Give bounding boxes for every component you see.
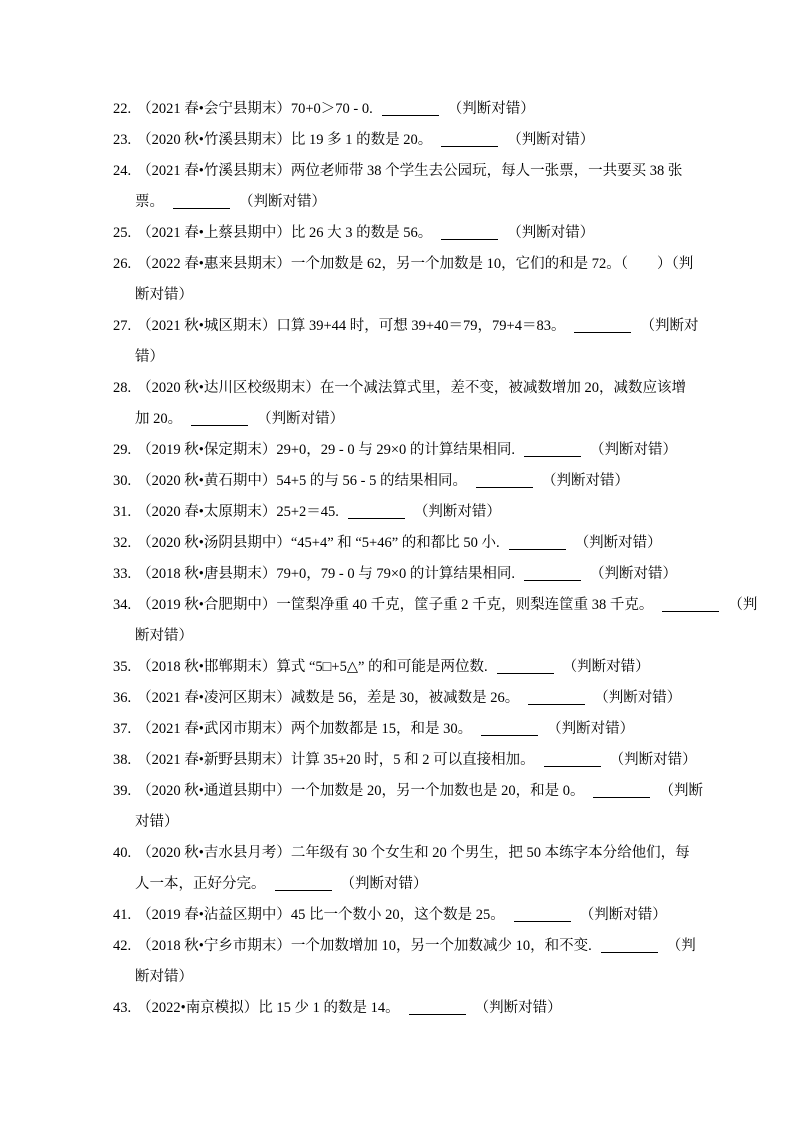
question-text: （2021 春•凌河区期末）减数是 56，差是 30，被减数是 26。 (137, 690, 520, 706)
question-text: （2020 秋•吉水县月考）二年级有 30 个女生和 20 个男生，把 50 本练字本分给他们，每 (137, 845, 690, 861)
question-line (113, 590, 758, 621)
question-text: （判 (728, 597, 758, 613)
question-number: 25. (113, 225, 132, 241)
question-text: （判断对错） (507, 225, 595, 241)
question-number: 34. (113, 597, 132, 613)
question-text: （2022 春•惠来县期末）一个加数是 62，另一个加数是 10，它们的和是 72。（ ）（判 (137, 256, 694, 272)
question-number: 32. (113, 535, 132, 551)
question-text: （2020 秋•竹溪县期末）比 19 多 1 的数是 20。 (137, 132, 433, 148)
question-text: （判断对错） (609, 752, 697, 768)
question-text: （2018 秋•唐县期末）79+0，79 - 0 与 79×0 的计算结果相同. (137, 566, 516, 582)
answer-blank (601, 948, 658, 953)
question-number: 23. (113, 132, 132, 148)
question-text: （2019 春•沾益区期中）45 比一个数小 20，这个数是 25。 (137, 907, 505, 923)
question-number: 37. (113, 721, 132, 737)
question-continuation-line (113, 280, 713, 311)
question-number: 42. (113, 938, 132, 954)
question-text: （判断 (659, 783, 703, 799)
question-line (113, 94, 713, 125)
answer-blank (528, 700, 585, 705)
question-line (113, 528, 713, 559)
question-line (113, 993, 713, 1024)
question-text: （判断对错） (594, 690, 682, 706)
question-number: 36. (113, 690, 132, 706)
question-continuation-line (113, 404, 713, 435)
question-line (113, 466, 713, 497)
answer-blank (574, 328, 631, 333)
question-text: （2021 春•武冈市期末）两个加数都是 15，和是 30。 (137, 721, 473, 737)
question-text: （判断对错） (547, 721, 635, 737)
answer-blank (382, 111, 439, 116)
answer-blank (593, 793, 650, 798)
question-text: （2020 秋•达川区校级期末）在一个减法算式里，差不变，被减数增加 20，减数应该增 (137, 380, 686, 396)
question-text: （判断对错） (447, 101, 535, 117)
answer-blank (481, 731, 538, 736)
question-line (113, 776, 713, 807)
answer-blank (441, 142, 498, 147)
answer-blank (524, 452, 581, 457)
question-number: 43. (113, 1000, 132, 1016)
question-line (113, 156, 713, 187)
question-line (113, 652, 713, 683)
question-line (113, 125, 713, 156)
question-text: （判 (666, 938, 696, 954)
question-line (113, 373, 713, 404)
question-text: 票。 (135, 194, 164, 210)
answer-blank (191, 421, 248, 426)
question-line (113, 311, 713, 342)
question-text: （2021 春•竹溪县期末）两位老师带 38 个学生去公园玩，每人一张票，一共要买 38 张 (137, 163, 683, 179)
question-text: （判断对错） (579, 907, 667, 923)
question-line (113, 714, 713, 745)
question-text: （2018 秋•邯郸期末）算式 “5□+5△” 的和可能是两位数. (137, 659, 488, 675)
question-continuation-line (113, 187, 713, 218)
question-text: 加 20。 (135, 411, 183, 427)
question-text: （2021 秋•城区期末）口算 39+44 时，可想 39+40＝79，79+4＝83。 (137, 318, 566, 334)
question-number: 38. (113, 752, 132, 768)
question-continuation-line (113, 807, 713, 838)
answer-blank (524, 576, 581, 581)
question-text: （2019 秋•保定期末）29+0，29 - 0 与 29×0 的计算结果相同. (137, 442, 516, 458)
question-text: 人一本，正好分完。 (135, 876, 266, 892)
question-text: （判断对错） (574, 535, 662, 551)
question-number: 29. (113, 442, 132, 458)
question-line (113, 745, 713, 776)
question-number: 30. (113, 473, 132, 489)
question-text: 断对错） (135, 969, 193, 985)
question-text: （2021 春•会宁县期末）70+0＞70 - 0. (137, 101, 373, 117)
question-line (113, 497, 713, 528)
question-text: （2018 秋•宁乡市期末）一个加数增加 10，另一个加数减少 10，和不变. (137, 938, 592, 954)
question-text: （判断对错） (541, 473, 629, 489)
question-text: （判断对错） (239, 194, 326, 210)
question-number: 28. (113, 380, 132, 396)
question-text: （判断对错） (413, 504, 501, 520)
question-line (113, 683, 713, 714)
question-line (113, 249, 713, 280)
question-text: （2022•南京模拟）比 15 少 1 的数是 14。 (137, 1000, 400, 1016)
question-line (113, 931, 713, 962)
question-number: 40. (113, 845, 132, 861)
question-text: （判断对 (640, 318, 699, 334)
answer-blank (497, 669, 554, 674)
question-text: （2021 春•上蔡县期中）比 26 大 3 的数是 56。 (137, 225, 433, 241)
question-text: （2020 秋•通道县期中）一个加数是 20，另一个加数也是 20，和是 0。 (137, 783, 585, 799)
question-text: （2021 春•新野县期末）计算 35+20 时，5 和 2 可以直接相加。 (137, 752, 535, 768)
answer-blank (275, 886, 332, 891)
question-number: 31. (113, 504, 132, 520)
answer-blank (441, 235, 498, 240)
question-text: （判断对错） (474, 1000, 562, 1016)
question-text: （2019 秋•合肥期中）一筐梨净重 40 千克，筐子重 2 千克，则梨连筐重 38 千克。 (137, 597, 654, 613)
question-continuation-line (113, 869, 713, 900)
question-number: 22. (113, 101, 132, 117)
question-text: 断对错） (135, 287, 193, 303)
question-text: 断对错） (135, 628, 193, 644)
answer-blank (544, 762, 601, 767)
answer-blank (514, 917, 571, 922)
question-line (113, 559, 713, 590)
answer-blank (509, 545, 566, 550)
question-list (113, 94, 758, 1024)
answer-blank (662, 607, 719, 612)
question-number: 27. (113, 318, 132, 334)
question-continuation-line (113, 962, 713, 993)
answer-blank (173, 204, 230, 209)
question-number: 24. (113, 163, 132, 179)
question-text: （判断对错） (590, 442, 678, 458)
question-number: 26. (113, 256, 132, 272)
answer-blank (476, 483, 533, 488)
question-text: 错） (135, 349, 164, 365)
question-line (113, 838, 713, 869)
question-number: 39. (113, 783, 132, 799)
question-continuation-line (113, 621, 713, 652)
question-number: 35. (113, 659, 132, 675)
answer-blank (409, 1010, 466, 1015)
question-continuation-line (113, 342, 713, 373)
question-text: （2020 秋•汤阴县期中）“45+4” 和 “5+46” 的和都比 50 小. (137, 535, 500, 551)
question-text: （判断对错） (257, 411, 345, 427)
question-line (113, 900, 713, 931)
question-number: 41. (113, 907, 132, 923)
question-line (113, 435, 713, 466)
question-text: （判断对错） (340, 876, 428, 892)
question-number: 33. (113, 566, 132, 582)
question-line (113, 218, 713, 249)
question-text: （判断对错） (590, 566, 678, 582)
question-text: （判断对错） (562, 659, 650, 675)
question-text: 对错） (135, 814, 179, 830)
question-text: （判断对错） (507, 132, 595, 148)
question-text: （2020 秋•黄石期中）54+5 的与 56 - 5 的结果相同。 (137, 473, 467, 489)
answer-blank (348, 514, 405, 519)
question-text: （2020 春•太原期末）25+2＝45. (137, 504, 339, 520)
